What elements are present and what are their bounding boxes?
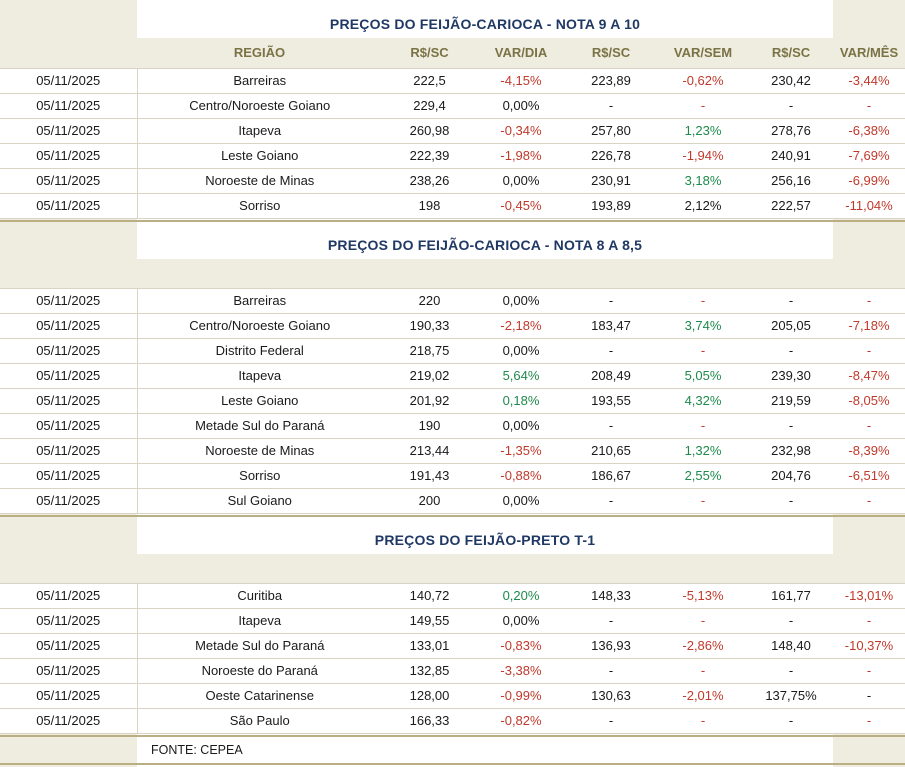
section-title: PREÇOS DO FEIJÃO-CARIOCA - NOTA 8 A 8,5 <box>137 231 833 259</box>
section-title-row <box>0 231 905 259</box>
row-var-week: 3,18% <box>657 169 749 194</box>
row-price-day: 198 <box>382 194 477 219</box>
row-var-month: -8,05% <box>833 389 905 414</box>
spacer-band-left <box>0 0 137 10</box>
row-region: Leste Goiano <box>137 389 382 414</box>
row-var-day: 0,18% <box>477 389 565 414</box>
row-price-day: 132,85 <box>382 659 477 684</box>
row-var-month: -7,18% <box>833 314 905 339</box>
row-date: 05/11/2025 <box>0 314 137 339</box>
row-price-month: - <box>749 609 833 634</box>
row-var-week: - <box>657 489 749 514</box>
spacer-row <box>0 516 905 526</box>
column-header-price-day <box>382 554 477 584</box>
row-var-day: 0,00% <box>477 489 565 514</box>
table-row <box>0 489 905 514</box>
row-var-day: -4,15% <box>477 69 565 94</box>
row-price-month: 278,76 <box>749 119 833 144</box>
table-row <box>0 94 905 119</box>
section-title: PREÇOS DO FEIJÃO-CARIOCA - NOTA 9 A 10 <box>137 10 833 38</box>
row-var-month: - <box>833 609 905 634</box>
row-var-month: - <box>833 94 905 119</box>
row-region: Barreiras <box>137 289 382 314</box>
spacer-band-left <box>0 516 137 526</box>
row-price-month: 161,77 <box>749 584 833 609</box>
row-price-day: 213,44 <box>382 439 477 464</box>
row-var-month: -6,38% <box>833 119 905 144</box>
row-var-week: 2,55% <box>657 464 749 489</box>
row-date: 05/11/2025 <box>0 659 137 684</box>
row-price-day: 219,02 <box>382 364 477 389</box>
row-price-week: - <box>565 414 657 439</box>
row-price-day: 128,00 <box>382 684 477 709</box>
row-price-month: 148,40 <box>749 634 833 659</box>
row-var-day: 0,00% <box>477 609 565 634</box>
table-row <box>0 609 905 634</box>
row-price-week: - <box>565 709 657 734</box>
bottom-band-left <box>0 764 137 767</box>
row-price-day: 201,92 <box>382 389 477 414</box>
column-header-row <box>0 38 905 69</box>
row-var-day: 0,00% <box>477 169 565 194</box>
row-var-week: - <box>657 609 749 634</box>
row-price-day: 166,33 <box>382 709 477 734</box>
row-var-week: 5,05% <box>657 364 749 389</box>
row-var-day: -1,35% <box>477 439 565 464</box>
row-var-month: -10,37% <box>833 634 905 659</box>
row-price-day: 222,5 <box>382 69 477 94</box>
column-header-price-month <box>749 554 833 584</box>
table-row <box>0 69 905 94</box>
row-price-month: 204,76 <box>749 464 833 489</box>
row-date: 05/11/2025 <box>0 684 137 709</box>
row-var-day: -0,45% <box>477 194 565 219</box>
column-header-price-month <box>749 259 833 289</box>
row-var-day: 0,20% <box>477 584 565 609</box>
row-price-day: 260,98 <box>382 119 477 144</box>
row-price-week: 226,78 <box>565 144 657 169</box>
table-row <box>0 464 905 489</box>
row-price-week: 136,93 <box>565 634 657 659</box>
column-header-date <box>0 38 137 69</box>
column-header-var-day <box>477 554 565 584</box>
row-price-month: - <box>749 339 833 364</box>
spacer-row <box>0 0 905 10</box>
table-row <box>0 169 905 194</box>
spacer-row <box>0 221 905 231</box>
row-var-month: -8,39% <box>833 439 905 464</box>
row-var-week: - <box>657 94 749 119</box>
row-price-day: 190 <box>382 414 477 439</box>
row-region: Itapeva <box>137 119 382 144</box>
row-var-week: 4,32% <box>657 389 749 414</box>
footer-band-right <box>833 736 905 764</box>
row-var-day: -0,83% <box>477 634 565 659</box>
row-price-week: - <box>565 489 657 514</box>
row-region: Noroeste do Paraná <box>137 659 382 684</box>
column-header-var-day: VAR/DIA <box>477 38 565 69</box>
row-region: Centro/Noroeste Goiano <box>137 314 382 339</box>
row-date: 05/11/2025 <box>0 194 137 219</box>
row-var-month: -6,99% <box>833 169 905 194</box>
row-var-day: 0,00% <box>477 289 565 314</box>
row-var-week: -5,13% <box>657 584 749 609</box>
row-var-month: - <box>833 659 905 684</box>
column-header-var-day <box>477 259 565 289</box>
row-date: 05/11/2025 <box>0 709 137 734</box>
row-price-month: - <box>749 289 833 314</box>
row-price-week: 148,33 <box>565 584 657 609</box>
row-price-day: 133,01 <box>382 634 477 659</box>
row-var-month: -11,04% <box>833 194 905 219</box>
row-date: 05/11/2025 <box>0 489 137 514</box>
row-price-week: - <box>565 339 657 364</box>
row-date: 05/11/2025 <box>0 414 137 439</box>
row-date: 05/11/2025 <box>0 69 137 94</box>
row-var-month: -3,44% <box>833 69 905 94</box>
footer-band-left <box>0 736 137 764</box>
column-header-price-week <box>565 554 657 584</box>
row-price-month: 219,59 <box>749 389 833 414</box>
row-price-week: - <box>565 609 657 634</box>
row-var-day: 0,00% <box>477 414 565 439</box>
row-var-week: -0,62% <box>657 69 749 94</box>
row-var-week: - <box>657 339 749 364</box>
spacer-mid <box>137 221 833 231</box>
row-price-week: 193,55 <box>565 389 657 414</box>
row-price-week: - <box>565 94 657 119</box>
spacer-band-left <box>0 221 137 231</box>
column-header-price-day: R$/SC <box>382 38 477 69</box>
row-region: Centro/Noroeste Goiano <box>137 94 382 119</box>
row-price-week: 186,67 <box>565 464 657 489</box>
column-header-var-week <box>657 259 749 289</box>
column-header-region: REGIÃO <box>137 38 382 69</box>
section-title: PREÇOS DO FEIJÃO-PRETO T-1 <box>137 526 833 554</box>
table-row <box>0 684 905 709</box>
table-row <box>0 659 905 684</box>
row-date: 05/11/2025 <box>0 609 137 634</box>
row-var-week: 2,12% <box>657 194 749 219</box>
column-header-price-month: R$/SC <box>749 38 833 69</box>
row-var-day: 0,00% <box>477 339 565 364</box>
row-price-month: - <box>749 489 833 514</box>
table-row <box>0 314 905 339</box>
table-row <box>0 709 905 734</box>
row-var-month: - <box>833 684 905 709</box>
column-header-price-week <box>565 259 657 289</box>
table-row <box>0 634 905 659</box>
row-date: 05/11/2025 <box>0 169 137 194</box>
title-band-left <box>0 231 137 259</box>
row-var-day: 0,00% <box>477 94 565 119</box>
row-price-week: 183,47 <box>565 314 657 339</box>
row-var-day: -0,88% <box>477 464 565 489</box>
row-price-day: 218,75 <box>382 339 477 364</box>
table-row <box>0 119 905 144</box>
bottom-mid <box>137 764 833 767</box>
row-price-month: 222,57 <box>749 194 833 219</box>
row-date: 05/11/2025 <box>0 144 137 169</box>
row-date: 05/11/2025 <box>0 439 137 464</box>
row-price-week: 223,89 <box>565 69 657 94</box>
footer-row <box>0 736 905 764</box>
row-price-week: 210,65 <box>565 439 657 464</box>
row-var-day: -0,34% <box>477 119 565 144</box>
row-var-week: - <box>657 709 749 734</box>
row-price-day: 140,72 <box>382 584 477 609</box>
column-header-var-month <box>833 554 905 584</box>
row-price-day: 222,39 <box>382 144 477 169</box>
row-price-week: 193,89 <box>565 194 657 219</box>
row-var-week: 1,23% <box>657 119 749 144</box>
title-band-right <box>833 10 905 38</box>
row-price-week: 230,91 <box>565 169 657 194</box>
row-date: 05/11/2025 <box>0 339 137 364</box>
row-region: São Paulo <box>137 709 382 734</box>
row-region: Metade Sul do Paraná <box>137 414 382 439</box>
row-var-week: -2,86% <box>657 634 749 659</box>
row-var-month: -6,51% <box>833 464 905 489</box>
column-header-date <box>0 259 137 289</box>
row-var-month: -8,47% <box>833 364 905 389</box>
table-row <box>0 364 905 389</box>
row-price-month: - <box>749 659 833 684</box>
table-row <box>0 584 905 609</box>
table-row <box>0 439 905 464</box>
row-var-month: - <box>833 289 905 314</box>
row-price-day: 190,33 <box>382 314 477 339</box>
row-var-day: -0,99% <box>477 684 565 709</box>
row-price-week: 257,80 <box>565 119 657 144</box>
row-var-day: -0,82% <box>477 709 565 734</box>
column-header-date <box>0 554 137 584</box>
column-header-region <box>137 259 382 289</box>
row-price-day: 238,26 <box>382 169 477 194</box>
row-price-month: 240,91 <box>749 144 833 169</box>
row-price-month: 232,98 <box>749 439 833 464</box>
column-header-row <box>0 259 905 289</box>
section-title-row <box>0 526 905 554</box>
row-price-week: 208,49 <box>565 364 657 389</box>
row-var-day: -2,18% <box>477 314 565 339</box>
row-var-month: -7,69% <box>833 144 905 169</box>
title-band-left <box>0 526 137 554</box>
spacer-band-right <box>833 221 905 231</box>
row-region: Itapeva <box>137 609 382 634</box>
spacer-mid <box>137 516 833 526</box>
title-band-right <box>833 526 905 554</box>
row-region: Itapeva <box>137 364 382 389</box>
table-row <box>0 144 905 169</box>
row-var-week: - <box>657 414 749 439</box>
row-region: Oeste Catarinense <box>137 684 382 709</box>
row-price-day: 149,55 <box>382 609 477 634</box>
row-region: Sorriso <box>137 194 382 219</box>
row-price-day: 191,43 <box>382 464 477 489</box>
table-row <box>0 289 905 314</box>
column-header-price-week: R$/SC <box>565 38 657 69</box>
row-region: Sul Goiano <box>137 489 382 514</box>
spacer-band-right <box>833 0 905 10</box>
row-price-month: 230,42 <box>749 69 833 94</box>
table-row <box>0 414 905 439</box>
row-var-day: -1,98% <box>477 144 565 169</box>
row-price-week: - <box>565 659 657 684</box>
column-header-var-month: VAR/MÊS <box>833 38 905 69</box>
column-header-var-month <box>833 259 905 289</box>
row-var-month: - <box>833 339 905 364</box>
column-header-region <box>137 554 382 584</box>
row-var-week: - <box>657 659 749 684</box>
row-var-month: - <box>833 709 905 734</box>
table-row <box>0 339 905 364</box>
row-date: 05/11/2025 <box>0 634 137 659</box>
row-region: Noroeste de Minas <box>137 169 382 194</box>
row-var-week: - <box>657 289 749 314</box>
row-date: 05/11/2025 <box>0 364 137 389</box>
row-price-month: 137,75% <box>749 684 833 709</box>
title-band-left <box>0 10 137 38</box>
row-var-week: -1,94% <box>657 144 749 169</box>
column-header-row <box>0 554 905 584</box>
row-date: 05/11/2025 <box>0 94 137 119</box>
row-price-day: 200 <box>382 489 477 514</box>
row-region: Metade Sul do Paraná <box>137 634 382 659</box>
row-region: Curitiba <box>137 584 382 609</box>
row-price-month: 205,05 <box>749 314 833 339</box>
spacer-mid <box>137 0 833 10</box>
row-var-month: - <box>833 489 905 514</box>
row-price-month: - <box>749 414 833 439</box>
row-region: Sorriso <box>137 464 382 489</box>
section-title-row <box>0 10 905 38</box>
row-price-month: - <box>749 94 833 119</box>
row-date: 05/11/2025 <box>0 389 137 414</box>
row-price-week: 130,63 <box>565 684 657 709</box>
spacer-band-right <box>833 516 905 526</box>
row-region: Barreiras <box>137 69 382 94</box>
footer-source: FONTE: CEPEA <box>137 736 833 764</box>
column-header-var-week: VAR/SEM <box>657 38 749 69</box>
row-var-month: -13,01% <box>833 584 905 609</box>
row-var-week: 3,74% <box>657 314 749 339</box>
row-var-week: -2,01% <box>657 684 749 709</box>
title-band-right <box>833 231 905 259</box>
row-region: Leste Goiano <box>137 144 382 169</box>
row-date: 05/11/2025 <box>0 289 137 314</box>
row-price-day: 220 <box>382 289 477 314</box>
row-region: Noroeste de Minas <box>137 439 382 464</box>
column-header-var-week <box>657 554 749 584</box>
table-row <box>0 389 905 414</box>
bottom-rule <box>0 764 905 767</box>
table-row <box>0 194 905 219</box>
row-price-month: 239,30 <box>749 364 833 389</box>
row-price-month: 256,16 <box>749 169 833 194</box>
row-date: 05/11/2025 <box>0 119 137 144</box>
row-price-month: - <box>749 709 833 734</box>
row-var-month: - <box>833 414 905 439</box>
bottom-band-right <box>833 764 905 767</box>
column-header-price-day <box>382 259 477 289</box>
row-date: 05/11/2025 <box>0 464 137 489</box>
row-region: Distrito Federal <box>137 339 382 364</box>
row-var-week: 1,32% <box>657 439 749 464</box>
row-var-day: -3,38% <box>477 659 565 684</box>
row-date: 05/11/2025 <box>0 584 137 609</box>
row-var-day: 5,64% <box>477 364 565 389</box>
row-price-day: 229,4 <box>382 94 477 119</box>
row-price-week: - <box>565 289 657 314</box>
